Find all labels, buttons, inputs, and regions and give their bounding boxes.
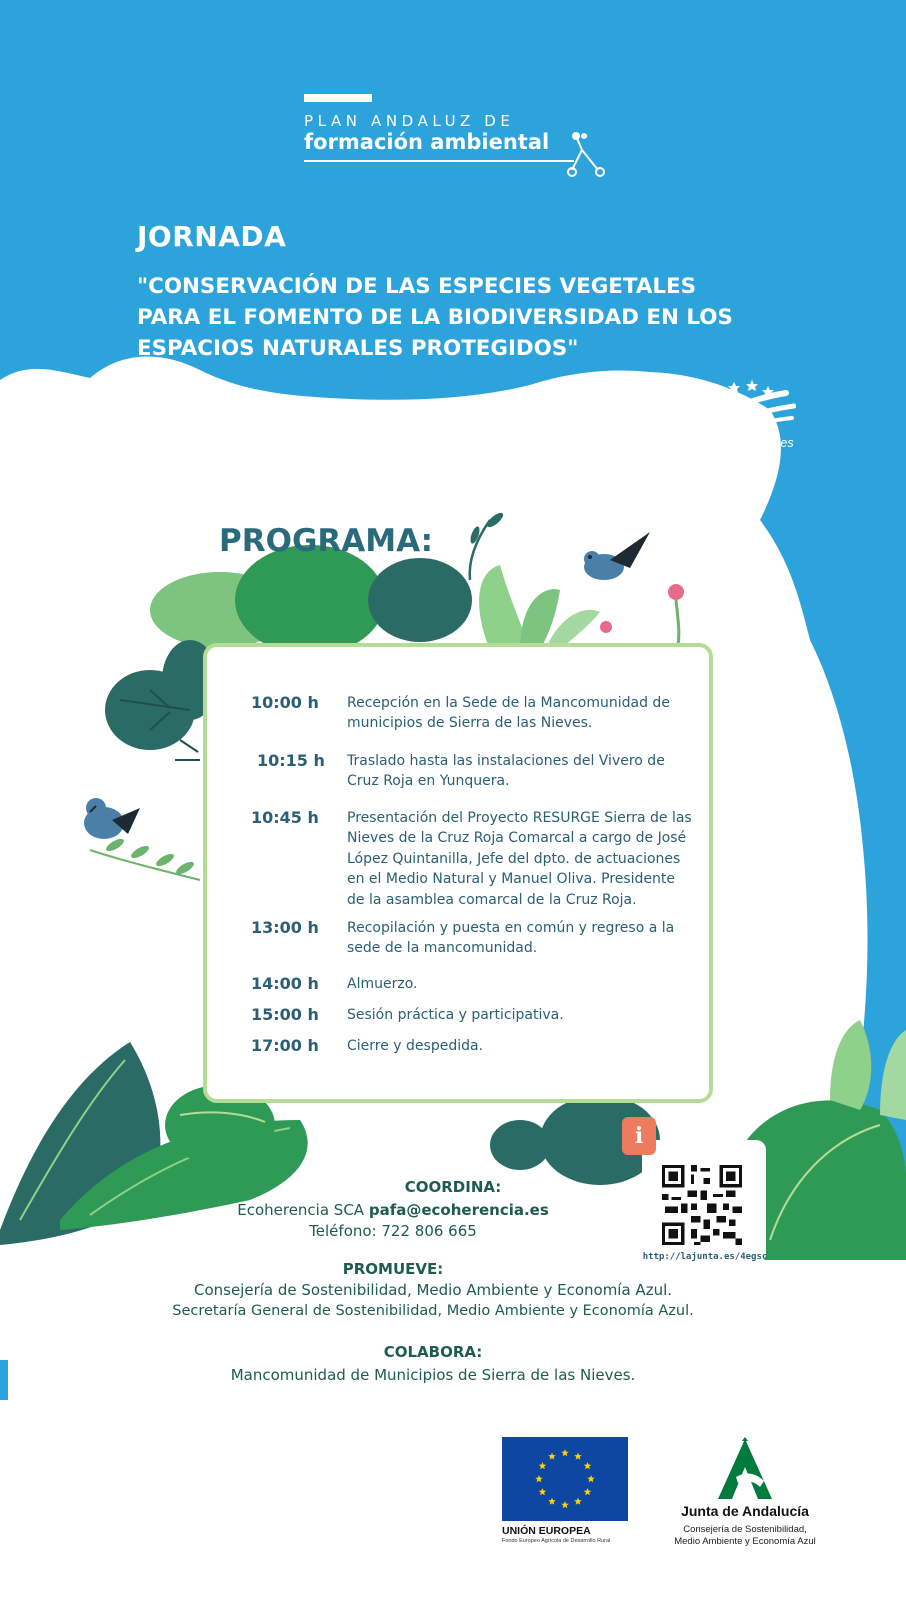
junta-dept: Consejería de Sostenibilidad, (683, 1524, 807, 1535)
programa-heading: PROGRAMA: (219, 523, 434, 559)
eu-star (561, 1501, 569, 1508)
eu-star (539, 1488, 547, 1495)
leaf-bush (235, 545, 385, 655)
eu-star (539, 1462, 547, 1469)
coordina-contact (0, 1201, 846, 1219)
europa-tagline: invierte en las zonas rurales (638, 436, 794, 450)
europa-word: Europa (638, 412, 700, 433)
stars-swoosh-icon (686, 378, 796, 438)
program-schedule-box (203, 643, 713, 1103)
eu-star (587, 1475, 595, 1482)
coordina-phone: Teléfono: 722 806 665 (309, 1222, 477, 1240)
eu-star (548, 1498, 556, 1505)
logo-line2: formación ambiental (304, 130, 550, 154)
coordina-org: Ecoherencia SCA (237, 1201, 365, 1219)
promueve-line: Secretaría General de Sostenibilidad, Medio Ambiente y Economía Azul. (172, 1303, 694, 1319)
schedule-line: sede de la mancomunidad. (347, 940, 538, 957)
junta-logo (660, 1437, 830, 1557)
schedule-line: Almuerzo. (347, 976, 418, 992)
eu-star (548, 1452, 556, 1459)
eu-star (584, 1488, 592, 1495)
eu-subtitle: Fondo Europeo Agrícola de Desarrollo Rural (502, 1538, 611, 1544)
eu-star (561, 1449, 569, 1456)
eu-star (584, 1462, 592, 1469)
schedule-time: 14:00 h (251, 974, 319, 993)
promueve-heading: PROMUEVE: (342, 1260, 444, 1278)
eu-flag (502, 1437, 628, 1521)
schedule-description (347, 751, 697, 792)
schedule-line: en el Medio Natural y Manuel Oliva. Presidente (347, 871, 676, 888)
schedule-description (347, 693, 697, 734)
schedule-line: Cierre y despedida. (347, 1038, 484, 1054)
schedule-time: 15:00 h (251, 1005, 319, 1024)
logo-bar (304, 94, 372, 102)
plan-andaluz-logo (304, 94, 624, 194)
eu-logo (502, 1437, 628, 1547)
colabora-heading: COLABORA: (383, 1343, 483, 1361)
qr-url-link[interactable]: http://lajunta.es/4egsc (642, 1252, 768, 1262)
schedule-description (347, 918, 697, 959)
network-nodes-icon (562, 130, 612, 190)
junta-name: Junta de Andalucía (681, 1503, 809, 1519)
event-title-line: PARA EL FOMENTO DE LA BIODIVERSIDAD EN LOS (137, 305, 733, 330)
eu-star (574, 1498, 582, 1505)
flower (600, 621, 612, 633)
eu-star (535, 1475, 543, 1482)
eu-title: UNIÓN EUROPEA (502, 1525, 591, 1537)
event-type: JORNADA (137, 220, 287, 253)
eu-stars-icon (502, 1437, 628, 1521)
schedule-line: Presentación del Proyecto RESURGE Sierra de las (347, 810, 692, 826)
leaf-bush (368, 558, 472, 642)
eu-star (574, 1452, 582, 1459)
schedule-line: Cruz Roja en Yunquera. (347, 773, 510, 790)
coordina-email[interactable]: pafa@ecoherencia.es (368, 1201, 549, 1219)
schedule-time: 10:00 h (251, 693, 319, 712)
info-icon: i (622, 1117, 656, 1155)
event-title-line: ESPACIOS NATURALES PROTEGIDOS" (137, 336, 579, 361)
schedule-time: 10:15 h (257, 751, 325, 770)
coordina-heading: COORDINA: (404, 1178, 502, 1196)
schedule-line: Traslado hasta las instalaciones del Vivero de (347, 753, 665, 769)
schedule-line: Sesión práctica y participativa. (347, 1007, 564, 1023)
promueve-line: Consejería de Sostenibilidad, Medio Ambiente y Economía Azul. (193, 1281, 673, 1299)
event-title (137, 271, 777, 364)
logo-line1: PLAN ANDALUZ DE (304, 112, 515, 130)
schedule-description (347, 808, 697, 910)
junta-a-icon (712, 1437, 778, 1501)
colabora-line: Mancomunidad de Municipios de Sierra de las Nieves. (230, 1366, 636, 1384)
schedule-time: 10:45 h (251, 808, 319, 827)
schedule-time: 13:00 h (251, 918, 319, 937)
schedule-line: Nieves de la Cruz Roja Comarcal a cargo de José (347, 830, 687, 847)
schedule-line: Recopilación y puesta en común y regreso a la (347, 920, 675, 936)
schedule-description (347, 974, 697, 994)
bush (490, 1120, 550, 1170)
schedule-line: municipios de Sierra de las Nieves. (347, 715, 593, 732)
junta-dept: Medio Ambiente y Economía Azul (674, 1536, 816, 1547)
logo-underline (304, 160, 574, 162)
schedule-line: de la asamblea comarcal de la Cruz Roja. (347, 891, 637, 908)
flower (668, 584, 684, 600)
schedule-description (347, 1036, 697, 1056)
schedule-line: Recepción en la Sede de la Mancomunidad de (347, 695, 670, 711)
schedule-time: 17:00 h (251, 1036, 319, 1055)
schedule-line: López Quintanilla, Jefe del dpto. de actuaciones (347, 850, 681, 867)
event-title-line: "CONSERVACIÓN DE LAS ESPECIES VEGETALES (137, 274, 697, 299)
europa-logo (630, 378, 800, 454)
schedule-description (347, 1005, 697, 1025)
